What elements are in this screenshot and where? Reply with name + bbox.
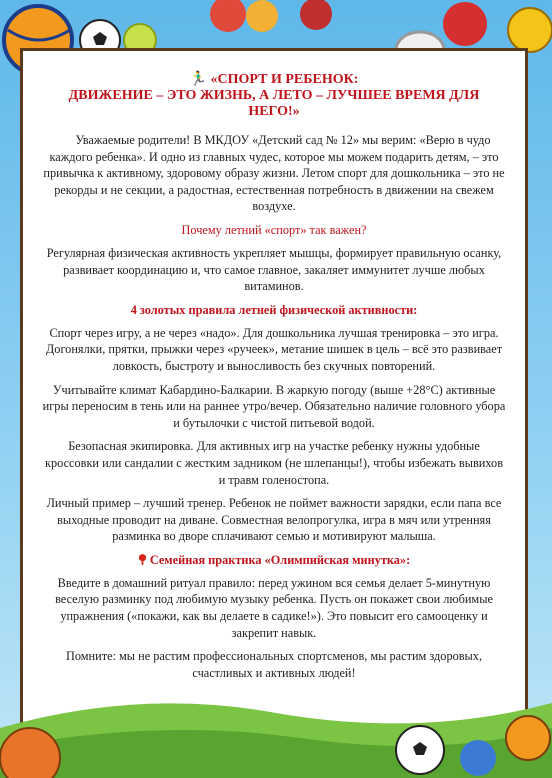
title-line-2: ДВИЖЕНИЕ – ЭТО ЖИЗНЬ, А ЛЕТО – ЛУЧШЕЕ ВРЕМЯ ДЛЯ НЕГО!» [68, 88, 480, 119]
document-content [20, 48, 528, 738]
title-line-1: «СПОРТ И РЕБЕНОК: [210, 72, 359, 87]
rules-heading: 4 золотых правила летней физической активности: [130, 302, 418, 317]
rule-item: Личный пример – лучший тренер. Ребенок не поймет важности зарядки, если папа все выходные проводит на диване. Совместная велопрогулка, игра в мяч или утренняя разминка во дворе сплачивают семью и мотивируют малыша. [46, 496, 502, 544]
practice-paragraph: Введите в домашний ритуал правило: перед ужином вся семья делает 5-минутную веселую разминку под любимую музыку ребенка. Пусть он покажет свои любимые упражнения («покажи, как вы делаете в садике!»). Это повысит его самооценку и закрепит навык. [55, 575, 493, 640]
practice-heading-text: Семейная практика «Олимпийская минутка»: [149, 552, 411, 567]
practice-heading [42, 552, 506, 568]
rule-item: Безопасная экипировка. Для активных игр на участке ребенку нужны удобные кроссовки или сандалии с жестким задником (не шлепанцы!), чтобы избежать вывихов и травм голеностопа. [45, 439, 503, 487]
page-title [42, 72, 506, 120]
exclamation-icon [138, 554, 147, 565]
runner-icon: 🏃‍♂ [189, 72, 207, 87]
why-heading: Почему летний «спорт» так важен? [181, 222, 367, 237]
intro-paragraph: Уважаемые родители! В МКДОУ «Детский сад № 12» мы верим: «Верю в чудо каждого ребенка». И одно из главных чудес, которое мы можем подарить детям, – это привычка к активному, здоровому образу жизни. Летом спорт для дошкольника – это не рекорды и не секции, а радостная, естественная потребность в движении на свежем воздухе. [43, 133, 505, 214]
why-paragraph: Регулярная физическая активность укрепляет мышцы, формирует правильную осанку, развивает координацию и, что самое главное, закаляет иммунитет лучше любых витаминов. [46, 245, 502, 294]
rule-item: Учитывайте климат Кабардино-Балкарии. В жаркую погоду (выше +28°C) активные игры переносим в тень или на раннее утро/вечер. Обязательно наличие головного убора и бутылочки с чистой питьевой водой. [42, 382, 506, 430]
rule-item: Спорт через игру, а не через «надо». Для дошкольника лучшая тренировка – это игра. Догонялки, прятки, прыжки через «ручеек», метание шишек в цель – всё это развивает ловкость, быстроту и выносливость без скучных повторений. [45, 325, 503, 373]
closing-paragraph: Помните: мы не растим профессиональных спортсменов, мы растим здоровых, счастливых и активных людей! [65, 649, 483, 680]
